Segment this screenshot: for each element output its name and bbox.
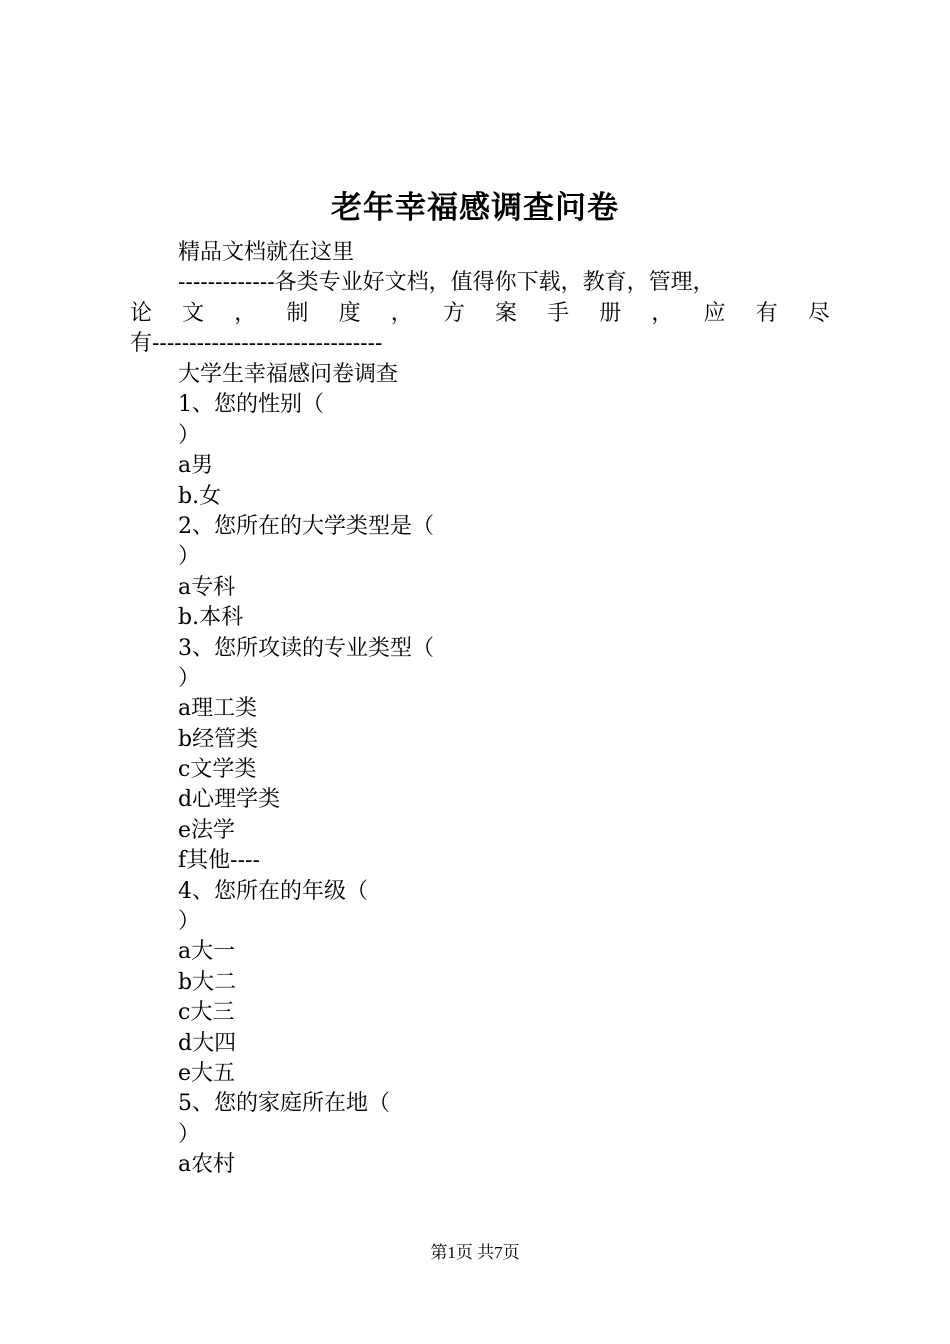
page-footer: 第1页 共7页 [430, 1243, 520, 1262]
document-line: ） [178, 665, 201, 691]
document-line: 4、您所在的年级（ [178, 878, 368, 904]
document-line: 5、您的家庭所在地（ [178, 1091, 390, 1117]
intro-line-3-char: 方 [442, 301, 465, 326]
document-line: c大三 [178, 1000, 235, 1026]
document-line: a农村 [178, 1152, 236, 1178]
intro-line-3-char: 手 [547, 301, 570, 326]
document-line: 1、您的性别（ [178, 392, 324, 418]
intro-line-3-char: 论 [130, 301, 153, 326]
document-line: e大五 [178, 1060, 236, 1086]
intro-line-3-char: 尽 [807, 301, 830, 326]
intro-line-3-char: 文 [182, 301, 205, 326]
intro-line-3-char: 有 [755, 301, 778, 326]
document-title: 老年幸福感调查问卷 [331, 190, 619, 226]
intro-line-3-char: 案 [494, 301, 517, 326]
intro-line-3-char: ， [651, 301, 674, 326]
document-line: 大学生幸福感问卷调查 [178, 362, 399, 387]
intro-line-3-char: ， [390, 301, 413, 326]
intro-line-3-char: 度 [338, 301, 361, 326]
document-line: a专科 [178, 574, 236, 600]
document-line: d心理学类 [178, 787, 281, 813]
document-line: b经管类 [178, 726, 259, 752]
document-line: b大二 [178, 969, 237, 995]
document-line: a理工类 [178, 696, 258, 722]
document-line: f其他---- [178, 848, 260, 874]
document-line: b.女 [178, 483, 222, 509]
document-line: e法学 [178, 817, 236, 843]
intro-line-3-char: 制 [286, 301, 309, 326]
document-line: c文学类 [178, 757, 257, 783]
document-line: d大四 [178, 1030, 237, 1056]
intro-line-3 [130, 299, 830, 329]
intro-line-1: 精品文档就在这里 [178, 240, 355, 265]
document-line: ） [178, 422, 201, 448]
intro-line-4: 有------------------------------- [130, 331, 383, 356]
document-line: ） [178, 544, 201, 570]
intro-line-3-char: 应 [703, 301, 726, 326]
intro-line-2: -------------各类专业好文档，值得你下载，教育，管理， [178, 270, 715, 295]
document-line: a大一 [178, 939, 236, 965]
document-line: ） [178, 1121, 201, 1147]
document-body [178, 360, 434, 1181]
intro-line-3-char: 册 [599, 301, 622, 326]
document-line: b.本科 [178, 605, 244, 631]
document-line: a男 [178, 453, 214, 479]
intro-line-3-char: ， [234, 301, 257, 326]
document-line: ） [178, 909, 201, 935]
document-line: 3、您所攻读的专业类型（ [178, 635, 434, 661]
document-line: 2、您所在的大学类型是（ [178, 513, 434, 539]
